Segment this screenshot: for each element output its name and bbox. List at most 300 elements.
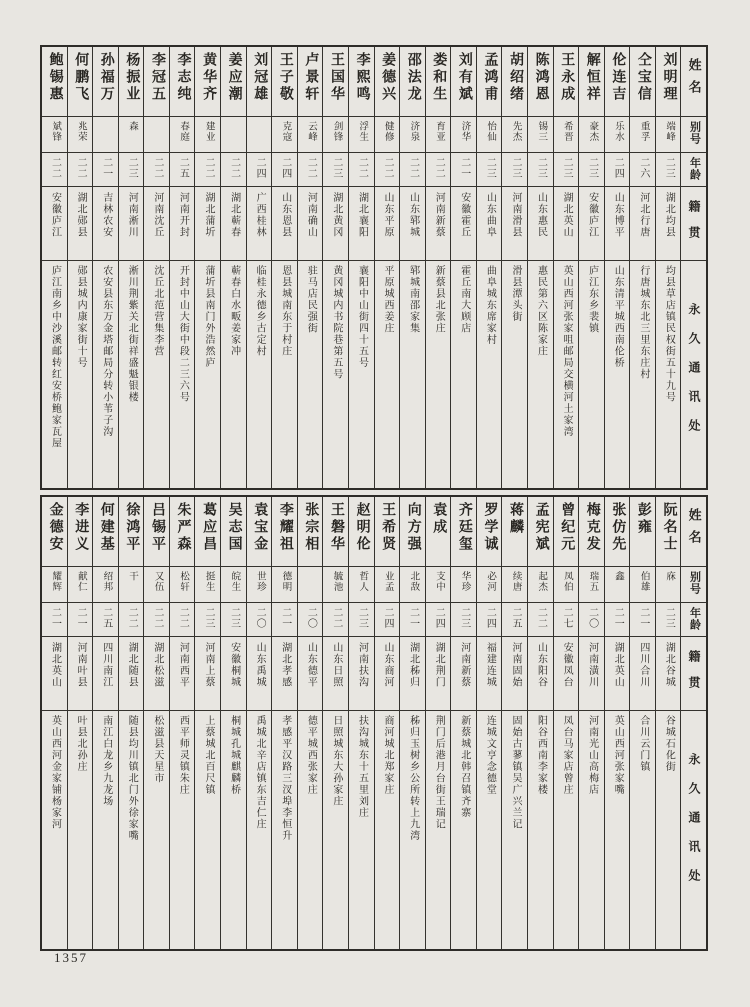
- person-origin: 河南扶沟: [356, 642, 368, 688]
- person-age: 二三: [535, 157, 547, 179]
- person-name: 王子敬: [277, 52, 293, 103]
- registry-column: [298, 497, 324, 949]
- person-address-cell: [451, 711, 476, 949]
- person-origin-cell: [323, 187, 348, 261]
- page-number: 1357: [54, 950, 88, 965]
- person-age: 二〇: [586, 607, 598, 629]
- person-origin-cell: [349, 187, 374, 261]
- person-address: 随县均川镇北门外徐家嘴: [126, 715, 138, 842]
- person-alias: 业孟: [382, 571, 393, 592]
- person-origin-cell: [426, 187, 451, 261]
- person-origin-cell: [502, 637, 527, 711]
- registry-column: [375, 47, 401, 488]
- registry-column: [477, 47, 503, 488]
- person-name-cell: [554, 497, 579, 567]
- person-age-cell: [400, 153, 425, 187]
- person-age-cell: [42, 153, 67, 187]
- person-name-cell: [502, 47, 527, 117]
- person-age-cell: [42, 603, 67, 637]
- person-name-cell: [195, 47, 220, 117]
- person-age: 二三: [356, 607, 368, 629]
- registry-column: [272, 497, 298, 949]
- person-age-cell: [144, 603, 169, 637]
- person-alias: 春庭: [178, 121, 189, 142]
- person-age: 二三: [509, 157, 521, 179]
- person-name-cell: [272, 497, 297, 567]
- person-alias-cell: [502, 567, 527, 603]
- person-alias-cell: [247, 567, 272, 603]
- person-address-cell: [298, 261, 323, 488]
- person-age-cell: [170, 603, 195, 637]
- registry-column: [528, 497, 554, 949]
- person-name-cell: [349, 497, 374, 567]
- person-alias: 斌锋: [50, 121, 61, 142]
- person-address-cell: [170, 261, 195, 488]
- person-origin: 安徽庐江: [586, 192, 598, 238]
- header-address-cell: [681, 711, 706, 949]
- person-age-cell: [119, 603, 144, 637]
- person-origin: 湖北郧县: [75, 192, 87, 238]
- person-alias: 健修: [382, 121, 393, 142]
- person-origin: 山东禹城: [254, 642, 266, 688]
- person-age: 二二: [330, 607, 342, 629]
- person-age-cell: [375, 153, 400, 187]
- person-age-cell: [528, 153, 553, 187]
- person-age-cell: [477, 153, 502, 187]
- person-address: 行唐城东北三里东庄村: [637, 265, 649, 380]
- person-origin-cell: [247, 187, 272, 261]
- person-origin-cell: [375, 637, 400, 711]
- person-origin: 湖北蕲春: [228, 192, 240, 238]
- person-address: 开封中山大街中段二三六号: [177, 265, 189, 403]
- person-alias: 森: [127, 121, 137, 132]
- person-age: 二五: [509, 607, 521, 629]
- person-origin-cell: [400, 637, 425, 711]
- person-origin: 湖北谷城: [663, 642, 675, 688]
- person-name: 袁成: [431, 502, 447, 536]
- person-address: 蕲春白水畈姜家冲: [228, 265, 240, 357]
- person-age: 二二: [151, 607, 163, 629]
- person-name-cell: [605, 47, 630, 117]
- person-name: 孟宪斌: [533, 502, 549, 553]
- person-alias-cell: [42, 567, 67, 603]
- person-name-cell: [298, 497, 323, 567]
- person-origin: 吉林农安: [100, 192, 112, 238]
- person-address-cell: [349, 261, 374, 488]
- person-name: 王永成: [559, 52, 575, 103]
- person-name-cell: [247, 497, 272, 567]
- person-age-cell: [502, 603, 527, 637]
- person-name-cell: [221, 47, 246, 117]
- person-age: 二一: [612, 607, 624, 629]
- registry-table-upper: [40, 45, 708, 490]
- person-alias: 绍邦: [101, 571, 112, 592]
- person-alias: 献仁: [75, 571, 86, 592]
- person-name: 张仿先: [610, 502, 626, 553]
- person-age: 二三: [228, 607, 240, 629]
- person-address: 秭归玉树乡公所转上九湾: [407, 715, 419, 842]
- person-alias-cell: [144, 117, 169, 153]
- person-address-cell: [272, 711, 297, 949]
- person-age: 二五: [100, 607, 112, 629]
- person-address: 临桂永德乡古定村: [254, 265, 266, 357]
- person-origin: 河南固始: [509, 642, 521, 688]
- person-age-cell: [247, 603, 272, 637]
- person-origin: 四川合川: [637, 642, 649, 688]
- person-name: 鲍锡惠: [47, 52, 63, 103]
- person-name: 朱严森: [175, 502, 191, 553]
- person-address: 松滋县天星市: [151, 715, 163, 784]
- person-name: 向方强: [405, 502, 421, 553]
- person-name: 罗学诚: [482, 502, 498, 553]
- header-address-label: 永久通讯处: [687, 753, 702, 898]
- header-column: [681, 47, 706, 488]
- person-address: 凤台马家店曾庄: [561, 715, 573, 796]
- person-origin: 山东博平: [612, 192, 624, 238]
- person-age: 二二: [228, 157, 240, 179]
- person-alias-cell: [93, 117, 118, 153]
- person-address-cell: [426, 261, 451, 488]
- registry-column: [426, 47, 452, 488]
- person-origin: 河南沈丘: [151, 192, 163, 238]
- person-name-cell: [170, 47, 195, 117]
- registry-column: [195, 47, 221, 488]
- registry-column: [502, 47, 528, 488]
- person-origin: 河南新蔡: [458, 642, 470, 688]
- person-address-cell: [272, 261, 297, 488]
- person-origin: 河北行唐: [637, 192, 649, 238]
- person-address: 阳谷西南李家楼: [535, 715, 547, 796]
- person-address-cell: [579, 261, 604, 488]
- person-origin: 安徽庐江: [49, 192, 61, 238]
- person-alias-cell: [298, 117, 323, 153]
- registry-column: [144, 47, 170, 488]
- person-age-cell: [119, 153, 144, 187]
- person-age: 二一: [279, 607, 291, 629]
- header-origin-label: 籍贯: [687, 650, 702, 702]
- person-alias-cell: [502, 117, 527, 153]
- registry-column: [605, 47, 631, 488]
- person-address-cell: [656, 711, 681, 949]
- person-name-cell: [528, 47, 553, 117]
- person-age: 二六: [637, 157, 649, 179]
- person-age-cell: [93, 153, 118, 187]
- person-age: 二二: [177, 607, 189, 629]
- person-name-cell: [426, 47, 451, 117]
- header-origin-cell: [681, 187, 706, 261]
- person-name-cell: [349, 47, 374, 117]
- registry-column: [247, 47, 273, 488]
- person-age: 二三: [484, 157, 496, 179]
- person-alias: 鑫: [612, 571, 623, 582]
- person-age: 二三: [458, 607, 470, 629]
- person-age-cell: [426, 603, 451, 637]
- registry-column: [554, 47, 580, 488]
- person-age-cell: [68, 153, 93, 187]
- person-name: 孙福万: [98, 52, 114, 103]
- person-name: 胡绍绪: [508, 52, 524, 103]
- person-address-cell: [68, 711, 93, 949]
- person-origin-cell: [605, 637, 630, 711]
- person-origin-cell: [349, 637, 374, 711]
- person-alias-cell: [349, 567, 374, 603]
- person-alias-cell: [656, 117, 681, 153]
- registry-column: [656, 497, 682, 949]
- person-address: 庐江东乡裴镇: [586, 265, 598, 334]
- person-name: 张宗相: [303, 502, 319, 553]
- person-origin: 山东恩县: [279, 192, 291, 238]
- person-age: 二一: [49, 607, 61, 629]
- person-address-cell: [144, 261, 169, 488]
- person-name: 仝宝信: [635, 52, 651, 103]
- person-origin-cell: [477, 187, 502, 261]
- person-address: 驻马店民强街: [305, 265, 317, 334]
- person-origin: 河南潢川: [586, 642, 598, 688]
- person-alias-cell: [605, 567, 630, 603]
- person-name-cell: [93, 497, 118, 567]
- person-age-cell: [656, 603, 681, 637]
- person-origin-cell: [554, 637, 579, 711]
- person-age-cell: [323, 603, 348, 637]
- person-age: 二一: [637, 607, 649, 629]
- person-address-cell: [144, 711, 169, 949]
- person-name-cell: [119, 497, 144, 567]
- person-origin: 湖北黄冈: [330, 192, 342, 238]
- person-age: 二四: [254, 157, 266, 179]
- registry-table-lower: [40, 495, 708, 951]
- person-name: 阮名士: [661, 502, 677, 553]
- person-name: 杨振业: [124, 52, 140, 103]
- person-alias-cell: [451, 567, 476, 603]
- person-origin-cell: [656, 637, 681, 711]
- person-origin: 山东日照: [330, 642, 342, 688]
- person-alias-cell: [195, 567, 220, 603]
- person-alias: 怡仙: [485, 121, 496, 142]
- person-age-cell: [195, 153, 220, 187]
- person-address-cell: [554, 261, 579, 488]
- person-address-cell: [656, 261, 681, 488]
- person-origin: 四川南江: [100, 642, 112, 688]
- person-origin-cell: [298, 187, 323, 261]
- person-address-cell: [502, 261, 527, 488]
- person-name: 卢景轩: [303, 52, 319, 103]
- person-origin-cell: [93, 187, 118, 261]
- person-name-cell: [93, 47, 118, 117]
- person-age-cell: [630, 603, 655, 637]
- person-origin-cell: [195, 637, 220, 711]
- person-alias: 世珍: [254, 571, 265, 592]
- person-address-cell: [323, 711, 348, 949]
- person-address: 商河城北郑家庄: [382, 715, 394, 796]
- person-name: 王磐华: [328, 502, 344, 553]
- person-alias-cell: [195, 117, 220, 153]
- person-address-cell: [426, 711, 451, 949]
- person-alias-cell: [375, 117, 400, 153]
- person-origin-cell: [502, 187, 527, 261]
- registry-column: [349, 47, 375, 488]
- header-alias-label: 别号: [688, 571, 701, 595]
- person-address-cell: [247, 711, 272, 949]
- person-address: 新蔡城北韩召镇齐寨: [458, 715, 470, 819]
- person-name: 齐廷玺: [456, 502, 472, 553]
- person-name: 李耀祖: [277, 502, 293, 553]
- person-name: 李冠五: [149, 52, 165, 103]
- person-age-cell: [502, 153, 527, 187]
- person-origin: 山东德平: [305, 642, 317, 688]
- person-origin-cell: [630, 637, 655, 711]
- registry-column: [375, 497, 401, 949]
- person-name-cell: [630, 497, 655, 567]
- person-name-cell: [144, 47, 169, 117]
- person-age-cell: [221, 153, 246, 187]
- person-alias-cell: [528, 567, 553, 603]
- person-alias-cell: [170, 567, 195, 603]
- person-alias-cell: [579, 117, 604, 153]
- person-address-cell: [400, 261, 425, 488]
- registry-column: [323, 497, 349, 949]
- person-origin-cell: [579, 637, 604, 711]
- person-age-cell: [68, 603, 93, 637]
- person-origin: 山东郓城: [407, 192, 419, 238]
- person-name-cell: [605, 497, 630, 567]
- person-origin-cell: [400, 187, 425, 261]
- person-name: 何建基: [98, 502, 114, 553]
- person-age-cell: [426, 153, 451, 187]
- person-name: 曾纪元: [559, 502, 575, 553]
- person-alias-cell: [426, 117, 451, 153]
- person-alias: 又伍: [152, 571, 163, 592]
- person-address-cell: [323, 261, 348, 488]
- person-alias: 皖生: [229, 571, 240, 592]
- person-origin-cell: [554, 187, 579, 261]
- person-age-cell: [170, 153, 195, 187]
- person-name: 娄和生: [431, 52, 447, 103]
- person-address-cell: [93, 711, 118, 949]
- person-name-cell: [221, 497, 246, 567]
- person-origin: 福建连城: [484, 642, 496, 688]
- person-alias: 济泉: [408, 121, 419, 142]
- person-age-cell: [528, 603, 553, 637]
- person-origin-cell: [528, 187, 553, 261]
- person-address-cell: [375, 261, 400, 488]
- person-name-cell: [451, 497, 476, 567]
- person-address: 上蔡城北百尺镇: [203, 715, 214, 796]
- person-address: 山东清平城西南伦桥: [612, 265, 624, 369]
- person-address-cell: [451, 261, 476, 488]
- person-origin-cell: [451, 187, 476, 261]
- person-address-cell: [605, 261, 630, 488]
- person-name: 吴志国: [226, 502, 242, 553]
- person-alias: 耀辉: [50, 571, 61, 592]
- person-address: 叶县北孙庄: [75, 715, 87, 773]
- person-age: 二二: [49, 157, 61, 179]
- person-alias-cell: [477, 117, 502, 153]
- person-alias: 希晋: [561, 121, 572, 142]
- person-alias: 哲人: [357, 571, 368, 592]
- header-age-label: 年龄: [688, 157, 701, 181]
- person-name-cell: [144, 497, 169, 567]
- person-age: 二〇: [254, 607, 266, 629]
- person-alias: 瑞五: [587, 571, 598, 592]
- person-alias-cell: [554, 117, 579, 153]
- person-alias: 支中: [433, 571, 444, 592]
- person-address: 郓城南邵家集: [407, 265, 419, 334]
- person-alias-cell: [323, 117, 348, 153]
- person-address: 连城文亨念德堂: [484, 715, 496, 796]
- person-origin: 河南淅川: [126, 192, 138, 238]
- person-address: 曲阜城东席家村: [484, 265, 496, 346]
- person-age-cell: [298, 603, 323, 637]
- person-age: 二三: [203, 607, 214, 629]
- person-name-cell: [68, 47, 93, 117]
- person-origin-cell: [221, 187, 246, 261]
- person-age-cell: [400, 603, 425, 637]
- person-origin: 湖北孝感: [279, 642, 291, 688]
- person-origin: 山东平原: [382, 192, 394, 238]
- person-name: 黄华齐: [201, 52, 217, 103]
- person-alias-cell: [528, 117, 553, 153]
- header-age-cell: [681, 603, 706, 637]
- person-name: 解恒祥: [584, 52, 600, 103]
- person-origin: 湖北襄阳: [356, 192, 368, 238]
- person-address: 英山西河张家嘴: [612, 715, 624, 796]
- person-alias: 浮生: [357, 121, 368, 142]
- registry-column: [426, 497, 452, 949]
- person-origin-cell: [630, 187, 655, 261]
- person-name: 梅克发: [584, 502, 600, 553]
- person-origin: 山东惠民: [535, 192, 547, 238]
- person-origin: 湖北英山: [49, 642, 61, 688]
- person-origin-cell: [656, 187, 681, 261]
- person-origin-cell: [144, 187, 169, 261]
- person-origin-cell: [93, 637, 118, 711]
- person-alias: 华珍: [459, 571, 470, 592]
- person-alias-cell: [630, 117, 655, 153]
- registry-column: [579, 47, 605, 488]
- person-origin: 山东商河: [382, 642, 394, 688]
- person-origin: 湖北随县: [126, 642, 138, 688]
- person-origin-cell: [528, 637, 553, 711]
- registry-column: [451, 47, 477, 488]
- person-address: 扶沟城东十五里刘庄: [356, 715, 368, 819]
- person-alias: 云峰: [306, 121, 317, 142]
- person-age: 二三: [330, 157, 342, 179]
- person-address-cell: [119, 711, 144, 949]
- person-origin-cell: [477, 637, 502, 711]
- person-origin: 河南上蔡: [203, 642, 214, 688]
- registry-column: [170, 47, 196, 488]
- header-age-cell: [681, 153, 706, 187]
- person-origin: 河南开封: [177, 192, 189, 238]
- person-name-cell: [554, 47, 579, 117]
- person-alias-cell: [42, 117, 67, 153]
- person-age: 二二: [407, 157, 419, 179]
- person-age-cell: [272, 153, 297, 187]
- person-address: 惠民第六区陈家庄: [535, 265, 547, 357]
- registry-column: [144, 497, 170, 949]
- person-address-cell: [42, 261, 67, 488]
- person-origin: 安徽霍丘: [458, 192, 470, 238]
- person-name-cell: [42, 497, 67, 567]
- person-origin: 湖北秭归: [407, 642, 419, 688]
- person-origin: 广西桂林: [254, 192, 266, 238]
- person-alias-cell: [426, 567, 451, 603]
- person-alias: 毓池: [331, 571, 342, 592]
- person-name: 孟鸿甫: [482, 52, 498, 103]
- person-address: 庐江南乡中沙溪邮转红安桥鲍家瓦屋: [49, 265, 61, 449]
- header-age-label: 年龄: [688, 607, 701, 631]
- header-address-label: 永久通讯处: [687, 303, 702, 448]
